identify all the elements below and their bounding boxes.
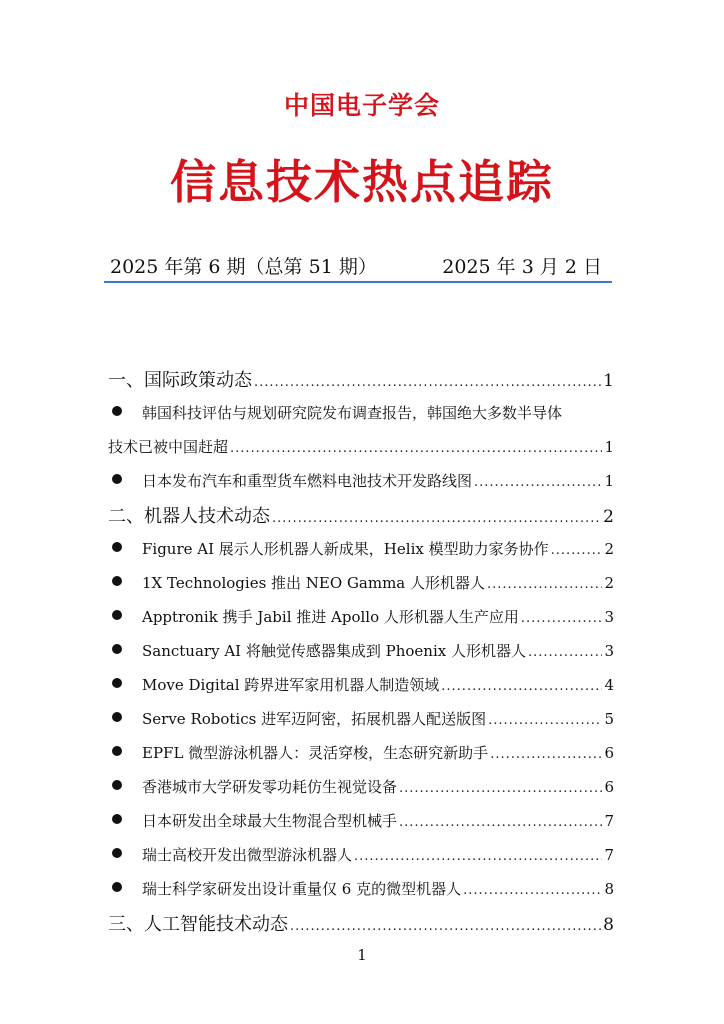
- toc-page-number: 2: [603, 507, 614, 527]
- toc-item-label: 瑞士高校开发出微型游泳机器人: [142, 846, 353, 864]
- bullet-icon: [112, 644, 122, 654]
- bullet-icon: [112, 406, 122, 416]
- bullet-icon: [112, 678, 122, 688]
- toc-item[interactable]: [108, 742, 614, 763]
- toc-section-label: 三、人工智能技术动态: [108, 914, 288, 935]
- leader-dots: [551, 543, 603, 558]
- leader-dots: [354, 849, 602, 864]
- toc-page-number: 1: [604, 472, 614, 490]
- toc-item-label: EPFL 微型游泳机器人：灵活穿梭，生态研究新助手: [142, 744, 489, 762]
- toc-item-label: Apptronik 携手 Jabil 推进 Apollo 人形机器人生产应用: [142, 608, 519, 626]
- toc-page-number: 1: [604, 438, 614, 456]
- leader-dots: [488, 713, 602, 728]
- toc-page-number: 3: [604, 642, 614, 660]
- toc-page-number: 1: [603, 371, 614, 391]
- toc-page-number: 7: [604, 812, 614, 830]
- bullet-icon: [112, 542, 122, 552]
- leader-dots: [463, 883, 602, 898]
- leader-dots: [230, 441, 602, 456]
- toc-item-label: 日本研发出全球最大生物混合型机械手: [142, 812, 398, 830]
- toc-page-number: 3: [604, 608, 614, 626]
- toc-item-label: Figure AI 展示人形机器人新成果，Helix 模型助力家务协作: [142, 540, 549, 558]
- bullet-icon: [112, 576, 122, 586]
- leader-dots: [441, 679, 602, 694]
- toc-page-number: 5: [604, 710, 614, 728]
- issue-number: 2025 年第 6 期（总第 51 期）: [110, 256, 377, 278]
- leader-dots: [521, 611, 603, 626]
- bullet-icon: [112, 474, 122, 484]
- toc-item-label: 香港城市大学研发零功耗仿生视觉设备: [142, 778, 398, 796]
- issue-line: [106, 252, 610, 280]
- newsletter-title: 信息技术热点追踪: [170, 155, 554, 209]
- toc-item[interactable]: [108, 572, 614, 593]
- toc-item-label: 1X Technologies 推出 NEO Gamma 人形机器人: [142, 574, 486, 592]
- bullet-icon: [112, 780, 122, 790]
- leader-dots: [254, 375, 601, 390]
- toc-item[interactable]: [108, 640, 614, 661]
- header-divider: [104, 281, 612, 283]
- toc-page-number: 6: [604, 778, 614, 796]
- toc-page-number: 7: [604, 846, 614, 864]
- toc-section-3[interactable]: [108, 910, 614, 936]
- toc-page-number: 4: [604, 676, 614, 694]
- toc-page-number: 2: [604, 540, 614, 558]
- bullet-icon: [112, 712, 122, 722]
- toc-item[interactable]: [108, 844, 614, 865]
- toc-item-korea-line1[interactable]: [108, 402, 614, 423]
- toc-item-korea-line2[interactable]: [108, 436, 614, 457]
- issue-date: 2025 年 3 月 2 日: [442, 256, 602, 278]
- leader-dots: [272, 511, 601, 526]
- bullet-icon: [112, 814, 122, 824]
- toc-section-2[interactable]: [108, 502, 614, 528]
- toc-page-number: 6: [604, 744, 614, 762]
- toc-item-label: 瑞士科学家研发出设计重量仅 6 克的微型机器人: [142, 880, 462, 898]
- toc-item-label: Serve Robotics 进军迈阿密，拓展机器人配送版图: [142, 710, 487, 728]
- bullet-icon: [112, 746, 122, 756]
- leader-dots: [290, 919, 601, 934]
- bullet-icon: [112, 848, 122, 858]
- bullet-icon: [112, 610, 122, 620]
- toc-item-japan-fuel-cell[interactable]: [108, 470, 614, 491]
- leader-dots: [487, 577, 602, 592]
- leader-dots: [399, 815, 602, 830]
- toc-page-number: 8: [603, 915, 614, 935]
- toc-item-label: 日本发布汽车和重型货车燃料电池技术开发路线图: [142, 472, 473, 490]
- toc-item[interactable]: [108, 606, 614, 627]
- leader-dots: [490, 747, 602, 762]
- toc-page-number: 2: [604, 574, 614, 592]
- toc-item[interactable]: [108, 674, 614, 695]
- toc-item[interactable]: [108, 708, 614, 729]
- toc-item-label: Sanctuary AI 将触觉传感器集成到 Phoenix 人形机器人: [142, 642, 526, 660]
- toc-item-label: Move Digital 跨界进军家用机器人制造领域: [142, 676, 440, 694]
- toc-item-label: 技术已被中国赶超: [108, 438, 229, 456]
- leader-dots: [474, 475, 602, 490]
- leader-dots: [399, 781, 602, 796]
- toc-section-label: 一、国际政策动态: [108, 370, 252, 391]
- toc-section-label: 二、机器人技术动态: [108, 506, 270, 527]
- page-number: 1: [357, 946, 367, 964]
- toc-page-number: 8: [604, 880, 614, 898]
- toc-item[interactable]: [108, 878, 614, 899]
- toc-section-1[interactable]: [108, 366, 614, 392]
- toc-item[interactable]: [108, 776, 614, 797]
- organization-name: 中国电子学会: [283, 91, 440, 120]
- toc-item[interactable]: [108, 538, 614, 559]
- toc-item-label: 韩国科技评估与规划研究院发布调查报告，韩国绝大多数半导体: [142, 404, 563, 422]
- bullet-icon: [112, 882, 122, 892]
- toc-item[interactable]: [108, 810, 614, 831]
- leader-dots: [528, 645, 602, 660]
